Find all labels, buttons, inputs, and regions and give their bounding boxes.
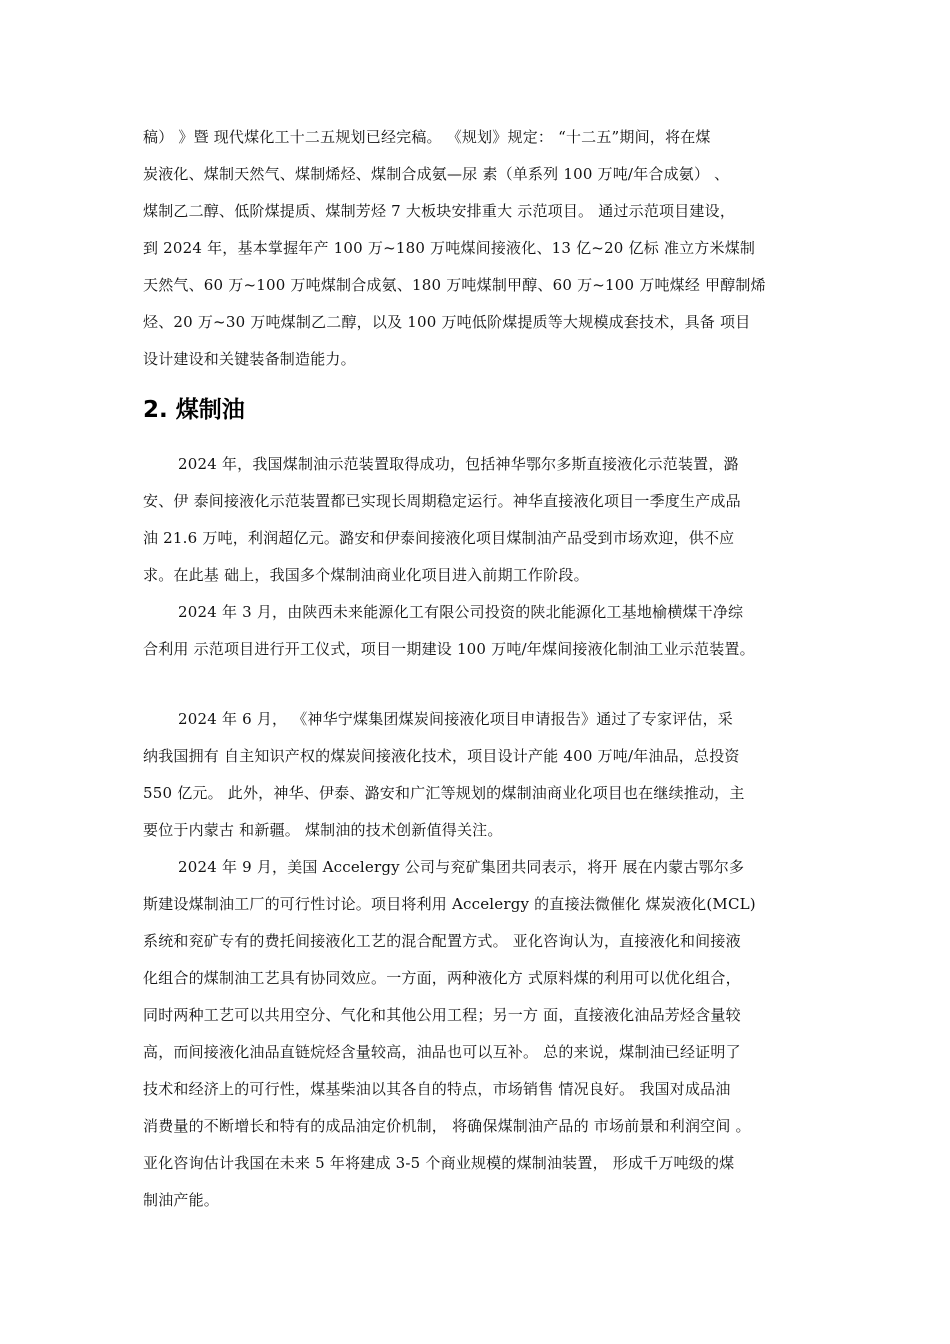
paragraph-line: 2024 年 3 月，由陕西未来能源化工有限公司投资的陕北能源化工基地榆横煤干净综 (178, 603, 744, 621)
paragraph-line: 化组合的煤制油工艺具有协同效应。一方面，两种液化方 式原料煤的利用可以优化组合， (143, 969, 741, 987)
paragraph-line: 2024 年，我国煤制油示范装置取得成功，包括神华鄂尔多斯直接液化示范装置，潞 (178, 455, 739, 473)
paragraph-line: 2024 年 9 月，美国 Accelergy 公司与兖矿集团共同表示，将开 展在内蒙古鄂尔多 (178, 858, 745, 876)
paragraph-line: 斯建设煤制油工厂的可行性讨论。项目将利用 Accelergy 的直接法微催化 煤炭液化(MCL) (143, 895, 756, 913)
intro-line: 炭液化、煤制天然气、煤制烯烃、煤制合成氨—尿 素（单系列 100 万吨/年合成氨） 、 (143, 165, 730, 183)
intro-line: 设计建设和关键装备制造能力。 (143, 350, 356, 368)
paragraph-line: 技术和经济上的可行性，煤基柴油以其各自的特点，市场销售 情况良好。 我国对成品油 (143, 1080, 731, 1098)
paragraph-line: 安、伊 泰间接液化示范装置都已实现长周期稳定运行。神华直接液化项目一季度生产成品 (143, 492, 741, 510)
paragraph-line: 求。在此基 础上，我国多个煤制油商业化项目进入前期工作阶段。 (143, 566, 589, 584)
section-heading: 2. 煤制油 (143, 397, 245, 423)
paragraph-line: 550 亿元。 此外，神华、伊泰、潞安和广汇等规划的煤制油商业化项目也在继续推动，主 (143, 784, 745, 802)
paragraph-line: 合利用 示范项目进行开工仪式，项目一期建设 100 万吨/年煤间接液化制油工业示范装置。 (143, 640, 755, 658)
paragraph-line: 同时两种工艺可以共用空分、气化和其他公用工程；另一方 面，直接液化油品芳烃含量较 (143, 1006, 741, 1024)
intro-line: 天然气、60 万~100 万吨煤制合成氨、180 万吨煤制甲醇、60 万~100 万吨煤经 甲醇制烯 (143, 276, 766, 294)
intro-line: 到 2024 年，基本掌握年产 100 万~180 万吨煤间接液化、13 亿~20 亿标 准立方米煤制 (143, 239, 756, 257)
paragraph-line: 要位于内蒙古 和新疆。 煤制油的技术创新值得关注。 (143, 821, 503, 839)
paragraph-line: 油 21.6 万吨，利润超亿元。潞安和伊泰间接液化项目煤制油产品受到市场欢迎，供不应 (143, 529, 735, 547)
paragraph-line: 系统和兖矿专有的费托间接液化工艺的混合配置方式。 亚化咨询认为，直接液化和间接液 (143, 932, 741, 950)
paragraph-line: 制油产能。 (143, 1191, 220, 1209)
intro-line: 煤制乙二醇、低阶煤提质、煤制芳烃 7 大板块安排重大 示范项目。 通过示范项目建设， (143, 202, 736, 220)
intro-line: 烃、20 万~30 万吨煤制乙二醇，以及 100 万吨低阶煤提质等大规模成套技术，具备 项目 (143, 313, 751, 331)
intro-line: 稿） 》暨 现代煤化工十二五规划已经完稿。 《规划》规定： “十二五”期间，将在煤 (143, 128, 711, 146)
paragraph-line: 纳我国拥有 自主知识产权的煤炭间接液化技术，项目设计产能 400 万吨/年油品，总投资 (143, 747, 740, 765)
paragraph-line: 高，而间接液化油品直链烷烃含量较高，油品也可以互补。 总的来说，煤制油已经证明了 (143, 1043, 741, 1061)
paragraph-line: 亚化咨询估计我国在未来 5 年将建成 3-5 个商业规模的煤制油装置， 形成千万吨级的煤 (143, 1154, 735, 1172)
paragraph-line: 2024 年 6 月， 《神华宁煤集团煤炭间接液化项目申请报告》通过了专家评估，采 (178, 710, 733, 728)
paragraph-line: 消费量的不断增长和特有的成品油定价机制， 将确保煤制油产品的 市场前景和利润空间 。 (143, 1117, 751, 1135)
